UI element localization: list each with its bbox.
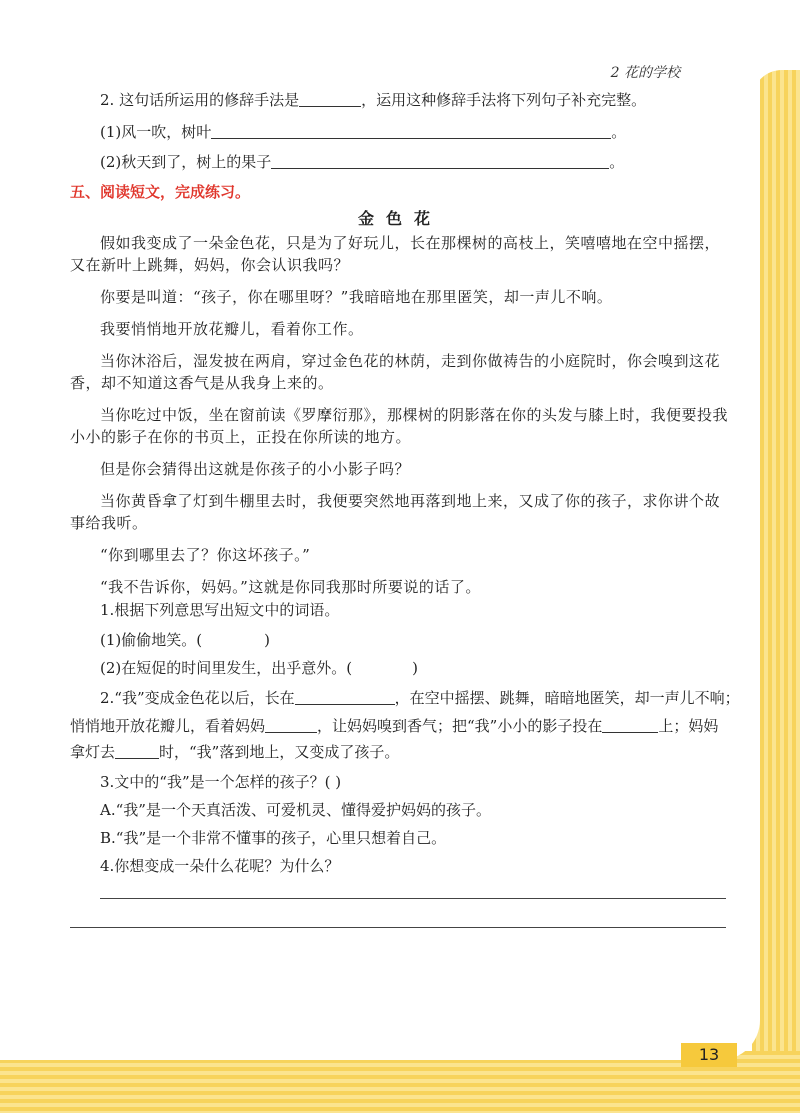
q2-blank-3[interactable] xyxy=(602,718,658,733)
ex-q3-option-b[interactable]: B.“我”是一个非常不懂事的孩子，心里只想着自己。 xyxy=(100,829,447,847)
ex-q1-item-2: (2)在短促的时间里发生，出乎意外。( ) xyxy=(100,659,418,677)
passage-title: 金色花 xyxy=(357,209,442,228)
passage-paragraph: 我要悄悄地开放花瓣儿，看着你工作。 xyxy=(100,320,364,338)
rhetoric-answer-blank[interactable] xyxy=(299,92,361,107)
passage-paragraph: “我不告诉你，妈妈。”这就是你同我那时所要说的话了。 xyxy=(100,578,481,596)
passage-paragraph: 当你吃过中饭，坐在窗前读《罗摩衍那》，那棵树的阴影落在你的头发与膝上时，我便要投我小小的影子在你的书页上，正投在你所读的地方。 xyxy=(70,406,729,446)
q4-answer-line-1[interactable] xyxy=(100,898,726,899)
page-edge-bottom-decoration xyxy=(0,1051,800,1113)
item-1-answer-blank[interactable] xyxy=(211,124,611,139)
q2-blank-1[interactable] xyxy=(295,690,395,705)
passage-paragraph: 你要是叫道：“孩子，你在哪里呀？”我暗暗地在那里匿笑，却一声儿不响。 xyxy=(100,288,613,306)
running-head: 2 花的学校 xyxy=(610,65,680,81)
ex-q3-title: 3.文中的“我”是一个怎样的孩子？( ) xyxy=(100,773,342,791)
passage-paragraph: 当你沐浴后，湿发披在两肩，穿过金色花的林荫，走到你做祷告的小庭院时，你会嗅到这花香，却不知道这香气是从我身上来的。 xyxy=(70,352,721,392)
passage-paragraph: 但是你会猜得出这就是你孩子的小小影子吗？ xyxy=(100,460,411,478)
item-2-answer-blank[interactable] xyxy=(271,154,609,169)
q2-item-1: (1)风一吹，树叶 。 xyxy=(100,123,627,141)
ex-q1-item-1: (1)偷偷地笑。( ) xyxy=(100,631,270,649)
ex-q2-line-1: 2.“我”变成金色花以后，长在 ，在空中摇摆、跳舞，暗暗地匿笑，却一声儿不响； xyxy=(100,689,740,707)
ex-q2-line-2: 悄悄地开放花瓣儿，看着妈妈 ，让妈妈嗅到香气；把“我”小小的影子投在 上；妈妈 xyxy=(70,717,719,735)
ex-q2-line-3: 拿灯去 时，“我”落到地上，又变成了孩子。 xyxy=(70,743,400,761)
q2-item-2: (2)秋天到了，树上的果子 。 xyxy=(100,153,625,171)
page-number: 13 xyxy=(681,1043,737,1067)
passage-paragraph: 假如我变成了一朵金色花，只是为了好玩儿，长在那棵树的高枝上，笑嘻嘻地在空中摇摆，又在新叶上跳舞，妈妈，你会认识我吗？ xyxy=(70,234,721,274)
passage-paragraph: “你到哪里去了？你这坏孩子。” xyxy=(100,546,311,564)
ex-q1-title: 1.根据下列意思写出短文中的词语。 xyxy=(100,601,340,619)
passage-paragraph: 当你黄昏拿了灯到牛棚里去时，我便要突然地再落到地上来，又成了你的孩子，求你讲个故事给我听。 xyxy=(70,492,721,532)
q2-blank-4[interactable] xyxy=(115,744,159,759)
q2-rhetoric: 2. 这句话所运用的修辞手法是 ，运用这种修辞手法将下列句子补充完整。 xyxy=(100,91,647,109)
ex-q3-option-a[interactable]: A.“我”是一个天真活泼、可爱机灵、懂得爱护妈妈的孩子。 xyxy=(100,801,491,819)
q4-answer-line-2[interactable] xyxy=(70,927,726,928)
q2-blank-2[interactable] xyxy=(265,718,317,733)
section-5-heading: 五、阅读短文，完成练习。 xyxy=(70,183,251,201)
passage-body xyxy=(70,232,730,598)
ex-q4-title: 4.你想变成一朵什么花呢？为什么？ xyxy=(100,857,340,875)
